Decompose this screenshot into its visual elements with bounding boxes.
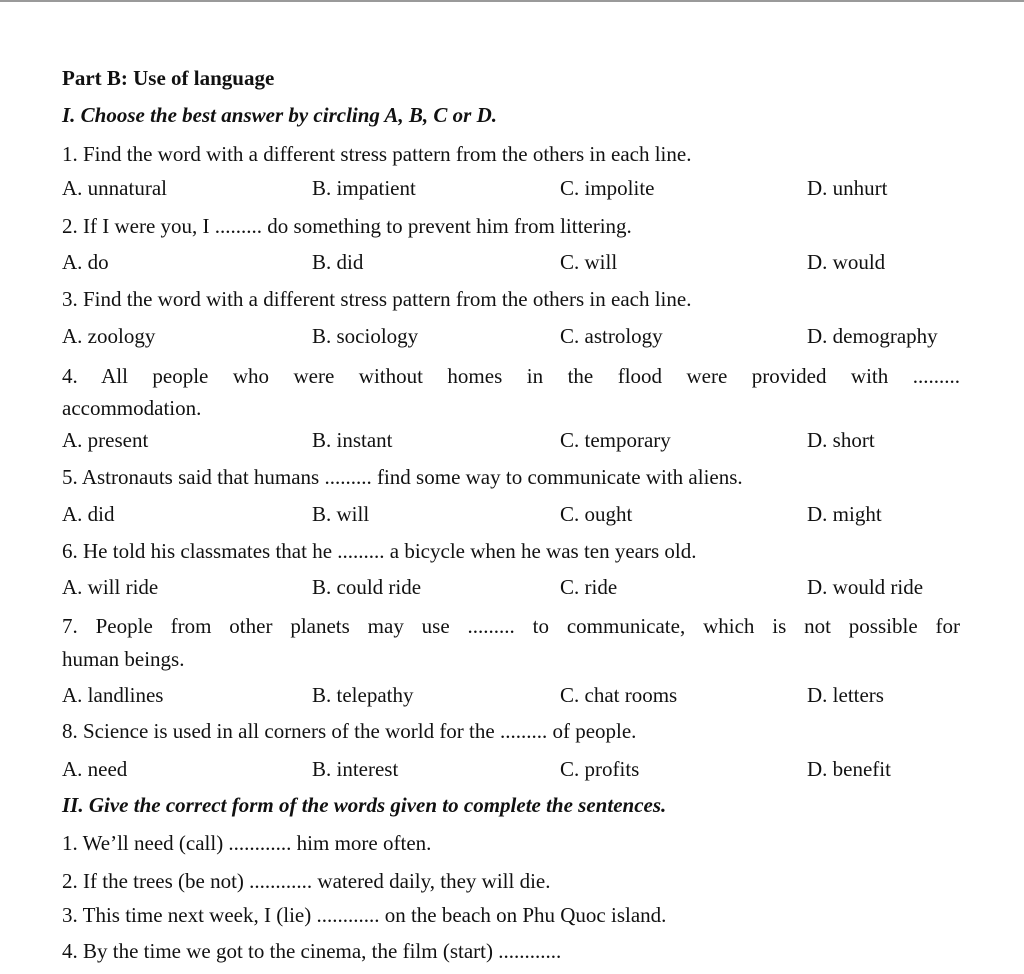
q5-option-d[interactable]: D. might [807, 502, 882, 526]
q3-option-a[interactable]: A. zoology [62, 324, 156, 348]
q6-option-b[interactable]: B. could ride [312, 575, 422, 599]
q4-option-c[interactable]: C. temporary [560, 428, 671, 452]
q8-option-b[interactable]: B. interest [312, 757, 399, 781]
q4-option-b[interactable]: B. instant [312, 428, 393, 452]
section-2-title: II. Give the correct form of the words given to complete the sentences. [62, 793, 667, 817]
q3-option-d[interactable]: D. demography [807, 324, 938, 348]
q5-option-c[interactable]: C. ought [560, 502, 633, 526]
q8-option-d[interactable]: D. benefit [807, 757, 891, 781]
question-1: 1. Find the word with a different stress pattern from the others in each line. [62, 142, 692, 166]
q2-option-c[interactable]: C. will [560, 250, 618, 274]
q1-option-c[interactable]: C. impolite [560, 176, 655, 200]
q4-option-d[interactable]: D. short [807, 428, 875, 452]
question-5: 5. Astronauts said that humans ......... find some way to communicate with aliens. [62, 465, 743, 489]
question-5-options [62, 502, 1002, 526]
q1-option-a[interactable]: A. unnatural [62, 176, 167, 200]
section-2-item-1: 1. We’ll need (call) ............ him more often. [62, 831, 432, 855]
q7-option-c[interactable]: C. chat rooms [560, 683, 678, 707]
q8-option-c[interactable]: C. profits [560, 757, 640, 781]
q2-option-a[interactable]: A. do [62, 250, 109, 274]
section-1-title: I. Choose the best answer by circling A, B, C or D. [62, 103, 498, 127]
question-4: 4. All people who were without homes in the flood were provided with ......... [62, 364, 960, 388]
question-1-options [62, 176, 1002, 200]
q1-option-b[interactable]: B. impatient [312, 176, 416, 200]
question-4-continued: accommodation. [62, 396, 202, 420]
q6-option-a[interactable]: A. will ride [62, 575, 159, 599]
question-8-options [62, 757, 1002, 781]
question-6: 6. He told his classmates that he ......... a bicycle when he was ten years old. [62, 539, 697, 563]
q5-option-b[interactable]: B. will [312, 502, 370, 526]
section-2-item-4: 4. By the time we got to the cinema, the film (start) ............ [62, 939, 562, 963]
question-4-options [62, 428, 1002, 452]
q3-option-c[interactable]: C. astrology [560, 324, 663, 348]
question-7: 7. People from other planets may use ......... to communicate, which is not possible for [62, 614, 960, 638]
question-6-options [62, 575, 1002, 599]
question-2: 2. If I were you, I ......... do something to prevent him from littering. [62, 214, 632, 238]
section-2-item-3: 3. This time next week, I (lie) ............ on the beach on Phu Quoc island. [62, 903, 667, 927]
q2-option-d[interactable]: D. would [807, 250, 886, 274]
q4-option-a[interactable]: A. present [62, 428, 149, 452]
q6-option-d[interactable]: D. would ride [807, 575, 924, 599]
part-heading: Part B: Use of language [62, 66, 275, 90]
question-8: 8. Science is used in all corners of the world for the ......... of people. [62, 719, 637, 743]
question-3: 3. Find the word with a different stress pattern from the others in each line. [62, 287, 692, 311]
q8-option-a[interactable]: A. need [62, 757, 128, 781]
top-border [0, 0, 1024, 2]
q5-option-a[interactable]: A. did [62, 502, 115, 526]
section-2-item-2: 2. If the trees (be not) ............ watered daily, they will die. [62, 869, 551, 893]
question-7-continued: human beings. [62, 647, 185, 671]
q7-option-b[interactable]: B. telepathy [312, 683, 414, 707]
q2-option-b[interactable]: B. did [312, 250, 364, 274]
question-7-options [62, 683, 1002, 707]
q7-option-d[interactable]: D. letters [807, 683, 884, 707]
question-2-options [62, 250, 1002, 274]
question-3-options [62, 324, 1002, 348]
q6-option-c[interactable]: C. ride [560, 575, 618, 599]
q1-option-d[interactable]: D. unhurt [807, 176, 888, 200]
q7-option-a[interactable]: A. landlines [62, 683, 164, 707]
q3-option-b[interactable]: B. sociology [312, 324, 419, 348]
